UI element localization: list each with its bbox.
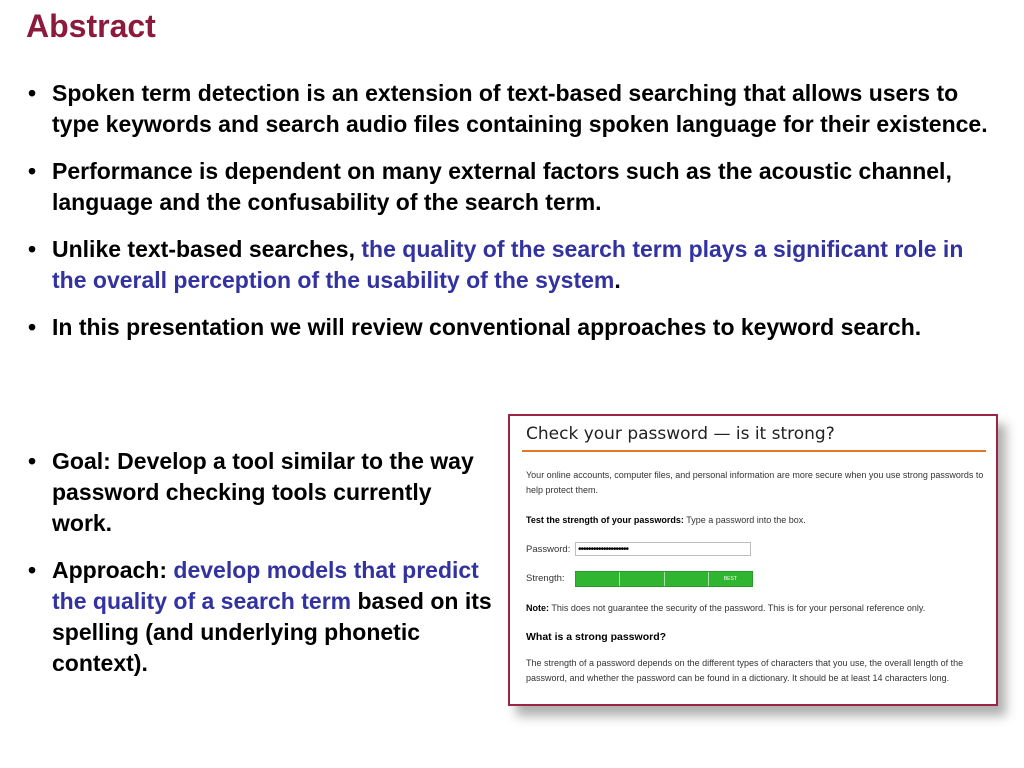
- bullet-list-top: [28, 78, 998, 359]
- bullet-text: based on its spelling (and underlying phonetic context).: [52, 588, 492, 676]
- strength-label: Strength:: [526, 573, 565, 584]
- bullet-item: [28, 78, 998, 140]
- bullet-text: Performance is dependent on many external factors such as the acoustic channel, language and the confusability of the search term.: [52, 158, 952, 215]
- bullet-marker: •: [28, 236, 37, 262]
- bullet-item: [28, 234, 998, 296]
- bullet-marker: •: [28, 158, 37, 184]
- slide-title: Abstract: [26, 8, 156, 44]
- strength-segment: [620, 572, 664, 586]
- test-instruction: [526, 513, 986, 528]
- bullet-text: Spoken term detection is an extension of text-based searching that allows users to type keywords and search audio files containing spoken language for their existence.: [52, 80, 988, 137]
- strength-segment-best: BEST: [723, 576, 737, 582]
- bullet-marker: •: [28, 448, 37, 474]
- strength-meter: [575, 571, 753, 587]
- bullet-item: [28, 156, 998, 218]
- bullet-text: In this presentation we will review conventional approaches to keyword search.: [52, 314, 922, 340]
- note-text: [526, 601, 986, 616]
- highlighted-text: the quality of the search term plays a significant role in the overall perception of the usability of the system: [52, 236, 964, 293]
- bullet-item: [28, 312, 998, 343]
- password-checker-screenshot: [508, 414, 998, 706]
- strength-segment: [576, 572, 620, 586]
- strong-password-description: The strength of a password depends on the different types of characters that you use, the overall length of the password, and whether the password can be found in a dictionary. It should be at least 14 characters long.: [526, 658, 964, 683]
- title-divider: [522, 450, 986, 452]
- bullet-text: Goal: Develop a tool similar to the way password checking tools currently work.: [52, 448, 474, 536]
- intro-text: Your online accounts, computer files, and personal information are more secure when you use strong passwords to help protect them.: [526, 470, 984, 495]
- bullet-marker: •: [28, 314, 37, 340]
- bullet-marker: •: [28, 80, 37, 106]
- screenshot-title: Check your password — is it strong?: [526, 424, 835, 444]
- strong-password-heading: What is a strong password?: [526, 631, 667, 643]
- bullet-text: Approach:: [52, 557, 174, 583]
- strength-segment: [665, 572, 709, 586]
- bullet-text: Unlike text-based searches,: [52, 236, 362, 262]
- test-text: Type a password into the box.: [683, 515, 806, 525]
- test-label: Test the strength of your passwords:: [526, 515, 684, 525]
- bullet-item: [28, 555, 498, 679]
- password-label: Password:: [526, 544, 571, 555]
- bullet-list-bottom: [28, 446, 498, 695]
- note-label: Note:: [526, 603, 549, 613]
- bullet-text: .: [614, 267, 621, 293]
- highlighted-text: develop models that predict the quality of a search term: [52, 557, 479, 614]
- password-input[interactable]: ••••••••••••••••••••: [575, 542, 751, 556]
- bullet-marker: •: [28, 557, 37, 583]
- note-body: This does not guarantee the security of the password. This is for your personal reference only.: [549, 603, 926, 613]
- bullet-item: [28, 446, 498, 539]
